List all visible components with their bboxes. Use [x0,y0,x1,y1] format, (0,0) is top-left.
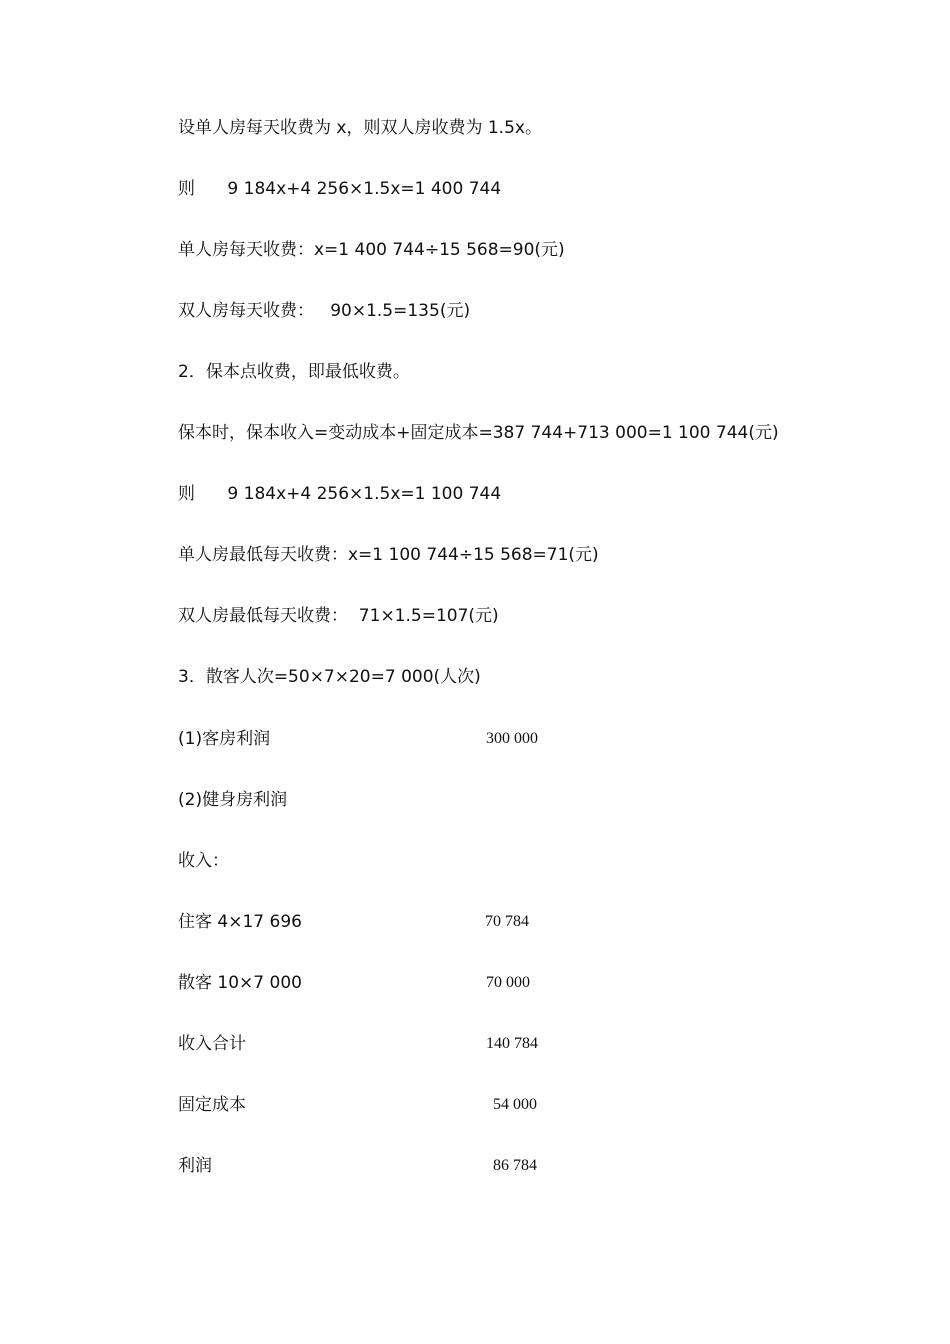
table-row-label: 收入合计 [178,1034,246,1054]
table-row-amount: 70 000 [486,974,530,991]
table-row-amount: 54 000 [493,1096,537,1113]
table-row-label: 利润 [178,1156,212,1176]
text-line-9: 双人房最低每天收费： 71×1.5=107(元) [178,606,499,626]
table-row-label: 固定成本 [178,1095,246,1115]
text-line-6: 保本时，保本收入=变动成本+固定成本=387 744+713 000=1 100 744(元) [178,423,779,443]
text-line-7: 则 9 184x+4 256×1.5x=1 100 744 [178,484,502,504]
table-row-amount: 70 784 [485,913,529,930]
text-line-3: 单人房每天收费：x=1 400 744÷15 568=90(元) [178,240,565,260]
table-row-amount: 300 000 [486,730,538,747]
text-line-10: 3．散客人次=50×7×20=7 000(人次) [178,667,481,687]
table-row-label: (1)客房利润 [178,729,271,749]
table-row-label: (2)健身房利润 [178,790,288,810]
text-line-4: 双人房每天收费： 90×1.5=135(元) [178,301,471,321]
table-row-label: 收入： [178,851,229,871]
table-row-amount: 86 784 [493,1157,537,1174]
table-row-label: 散客 10×7 000 [178,973,302,993]
text-line-8: 单人房最低每天收费：x=1 100 744÷15 568=71(元) [178,545,599,565]
text-line-5: 2．保本点收费，即最低收费。 [178,362,410,382]
text-line-1: 设单人房每天收费为 x，则双人房收费为 1.5x。 [178,118,542,138]
text-line-2: 则 9 184x+4 256×1.5x=1 400 744 [178,179,502,199]
table-row-label: 住客 4×17 696 [178,912,302,932]
table-row-amount: 140 784 [486,1035,538,1052]
